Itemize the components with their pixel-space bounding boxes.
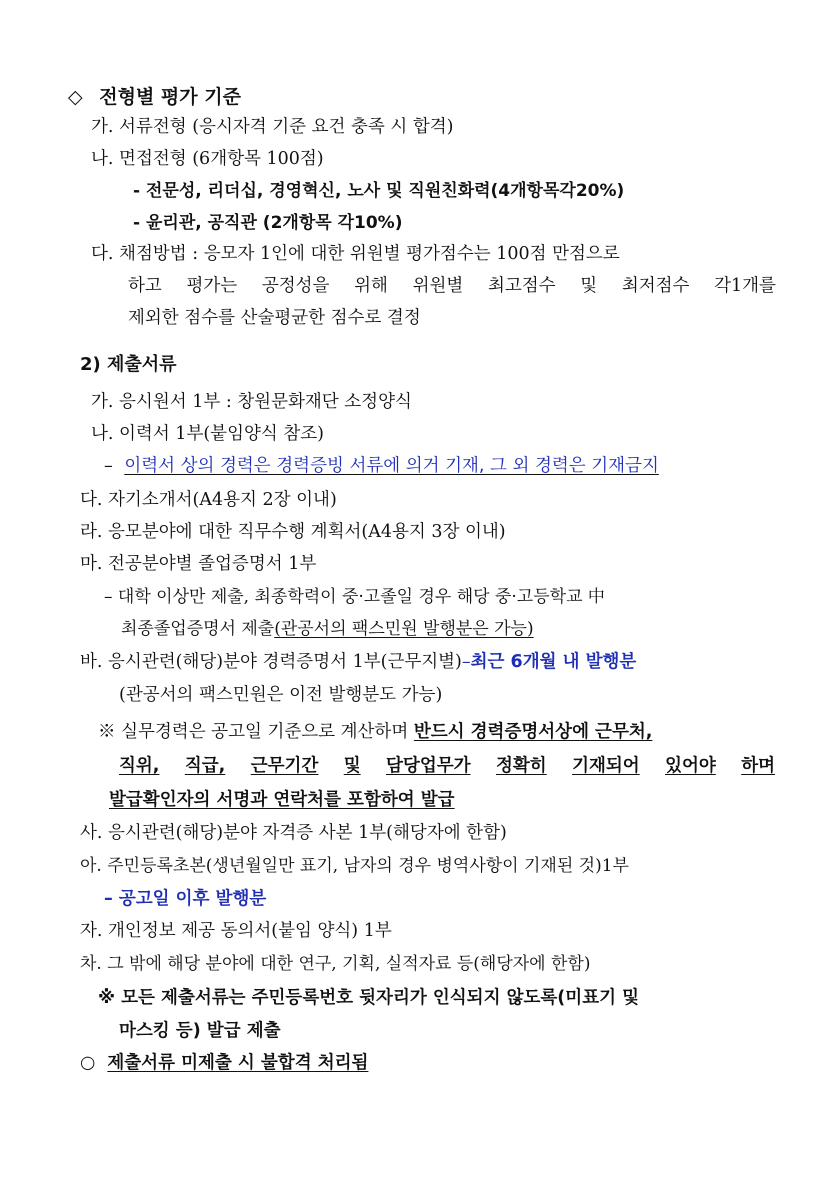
reference-mark-icon: ※ [98,722,116,742]
doc-item-cha: 차. 그 밖에 해당 분야에 대한 연구, 기획, 실적자료 등(해당자에 한함) [80,954,591,974]
final-notice-line1: ※ 모든 제출서류는 주민등록번호 뒷자리가 인식되지 않도록(미표기 및 [98,988,639,1008]
final-notice-line2: 마스킹 등) 발급 제출 [119,1021,281,1041]
doc-item-ma-note-line1: – 대학 이상만 제출, 최종학력이 중·고졸일 경우 해당 중·고등학교 中 [104,587,605,607]
doc-item-ma: 마. 전공분야별 졸업증명서 1부 [80,554,317,574]
career-notice-line1: ※ 실무경력은 공고일 기준으로 계산하며 반드시 경력증명서상에 근무처, [98,722,653,742]
circle-bullet-icon: ○ [80,1053,96,1073]
scoring-method-line1: 다. 채점방법 : 응모자 1인에 대한 위원별 평가점수는 100점 만점으로 [91,244,620,264]
doc-item-ba-note: (관공서의 팩스민원은 이전 발행분도 가능) [119,685,443,705]
doc-item-ba: 바. 응시관련(해당)분야 경력증명서 1부(근무지별)–최근 6개월 내 발행분 [80,652,637,672]
doc-item-ga: 가. 응시원서 1부 : 창원문화재단 소정양식 [91,392,412,412]
doc-item-sa: 사. 응시관련(해당)분야 자격증 사본 1부(해당자에 한함) [80,823,507,843]
section1-heading [68,86,241,108]
doc-item-a: 아. 주민등록초본(생년월일만 표기, 남자의 경우 병역사항이 기재된 것)1부 [80,856,629,876]
eval-subitem-2: - 윤리관, 공직관 (2개항목 각10%) [133,213,403,233]
doc-item-na-note: – 이력서 상의 경력은 경력증빙 서류에 의거 기재, 그 외 경력은 기재금지 [104,456,659,476]
doc-item-ma-note-line2: 최종졸업증명서 제출(관공서의 팩스민원 발행분은 가능) [121,619,534,639]
diamond-bullet-icon: ◇ [68,86,83,108]
doc-item-a-note: – 공고일 이후 발행분 [104,889,267,909]
eval-item-ga: 가. 서류전형 (응시자격 기준 요건 충족 시 합격) [91,117,454,137]
scoring-method-line3: 제외한 점수를 산술평균한 점수로 결정 [128,308,421,328]
doc-item-da: 다. 자기소개서(A4용지 2장 이내) [80,490,337,510]
career-notice-line3: 발급확인자의 서명과 연락처를 포함하여 발급 [109,790,455,810]
non-submission-notice: ○ 제출서류 미제출 시 불합격 처리됨 [80,1053,369,1073]
section2-title: 2) 제출서류 [80,354,177,375]
doc-item-ra: 라. 응모분야에 대한 직무수행 계획서(A4용지 3장 이내) [80,522,506,542]
eval-item-na: 나. 면접전형 (6개항목 100점) [91,149,324,169]
doc-item-na: 나. 이력서 1부(붙임양식 참조) [91,424,324,444]
scoring-method-line2: 하고 평가는 공정성을 위해 위원별 최고점수 및 최저점수 각1개를 [128,276,776,296]
section1-title: 전형별 평가 기준 [99,86,241,108]
eval-subitem-1: - 전문성, 리더십, 경영혁신, 노사 및 직원친화력(4개항목각20%) [133,181,625,201]
doc-item-ja: 자. 개인정보 제공 동의서(붙임 양식) 1부 [80,921,392,941]
career-notice-line2: 직위, 직급, 근무기간 및 담당업무가 정확히 기재되어 있어야 하며 [119,756,775,776]
